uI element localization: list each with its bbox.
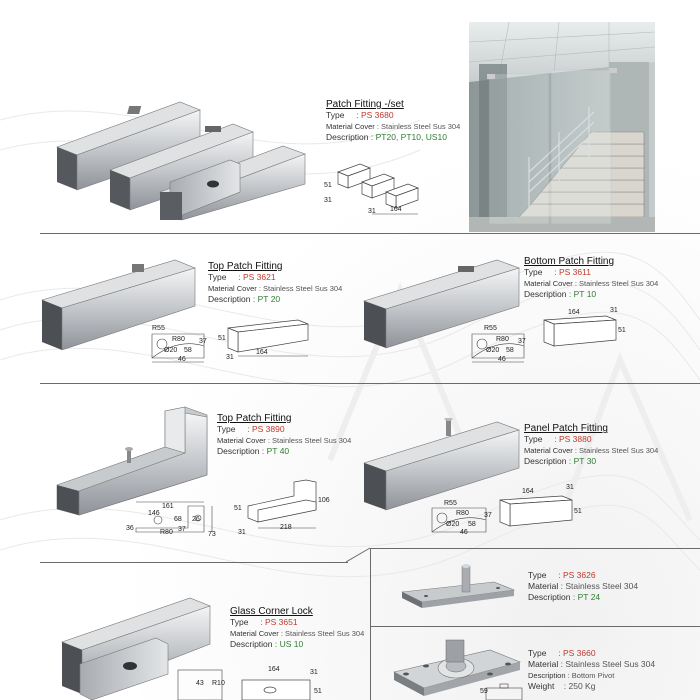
description-value: : PT 20 <box>252 294 281 304</box>
description-label: Description <box>524 456 567 466</box>
type-label: Type <box>208 272 227 282</box>
spec-ps3611 <box>524 256 658 300</box>
material-label: Material Cover <box>217 436 266 445</box>
dim: 46 <box>460 529 468 536</box>
description-label: Description <box>326 132 369 142</box>
type-label: Type <box>217 424 236 434</box>
divider-diagonal <box>346 546 376 566</box>
description-label: Description <box>208 294 251 304</box>
dim: 31 <box>610 307 618 314</box>
dim: R10 <box>212 680 225 687</box>
ps3651-side-drawing <box>236 674 320 700</box>
dim: 37 <box>518 338 526 345</box>
material-value: : Stainless Steel Sus 304 <box>574 446 659 455</box>
type-value: : PS 3611 <box>554 267 591 277</box>
material-value: : Stainless Steel Sus 304 <box>376 122 461 131</box>
spec-ps3890 <box>217 413 351 457</box>
spec-ps3660 <box>528 648 655 692</box>
ps3880-front-drawing <box>428 502 490 538</box>
weight-label: Weight <box>528 681 555 691</box>
dim: 31 <box>226 354 234 361</box>
dim: 106 <box>318 497 330 504</box>
description-label: Description <box>230 639 273 649</box>
dim: 59 <box>480 688 488 695</box>
description-value: : PT 40 <box>261 446 290 456</box>
dim: 58 <box>184 347 192 354</box>
product-title: Bottom Patch Fitting <box>524 256 615 267</box>
dim: 31 <box>566 484 574 491</box>
product-title: Top Patch Fitting <box>217 413 292 424</box>
material-label: Material <box>528 659 559 669</box>
dim: 31 <box>368 208 376 215</box>
dim: 51 <box>618 327 626 334</box>
installation-photo <box>469 22 655 232</box>
description-label: Description <box>217 446 260 456</box>
description-value: : PT 24 <box>572 592 601 602</box>
product-title: Panel Patch Fitting <box>524 423 608 434</box>
divider-vertical <box>370 548 371 700</box>
dim: 37 <box>484 512 492 519</box>
dim: R55 <box>152 325 165 332</box>
dim: 218 <box>280 524 292 531</box>
type-value: : PS 3890 <box>247 424 285 434</box>
dim: 51 <box>218 335 226 342</box>
dim: 37 <box>199 338 207 345</box>
dim: 37 <box>178 526 186 533</box>
description-label: Description <box>528 671 566 680</box>
dim: 146 <box>148 510 160 517</box>
dim: R55 <box>484 325 497 332</box>
type-label: Type <box>528 570 547 580</box>
type-value: : PS 3651 <box>260 617 298 627</box>
dim: 58 <box>468 521 476 528</box>
spec-ps3680 <box>326 99 460 143</box>
material-label: Material Cover <box>524 446 573 455</box>
dim: Ø20 <box>446 521 460 528</box>
type-value: : PS 3680 <box>356 110 394 120</box>
dim: 43 <box>196 680 204 687</box>
material-value: : Stainless Steel 304 <box>560 581 639 591</box>
divider <box>370 548 700 549</box>
ps3880-side-drawing <box>496 492 578 532</box>
material-label: Material Cover <box>230 629 279 638</box>
description-label: Description <box>524 289 567 299</box>
description-value: : PT 10 <box>568 289 597 299</box>
material-label: Material <box>528 581 559 591</box>
type-value: : PS 3621 <box>238 272 276 282</box>
pivot-plate-ps3626-image <box>398 560 522 610</box>
material-value: : Stainless Steel Sus 304 <box>280 629 365 638</box>
description-label: Description <box>528 592 571 602</box>
ps3611-side-drawing <box>540 312 622 352</box>
material-label: Material Cover <box>524 279 573 288</box>
dim: 164 <box>568 309 580 316</box>
patch-fitting-set-drawing <box>330 160 430 220</box>
type-value: : PS 3626 <box>558 570 596 580</box>
dim: 51 <box>574 508 582 515</box>
dim: 31 <box>310 669 318 676</box>
dim: 164 <box>390 206 402 213</box>
product-title: Glass Corner Lock <box>230 606 313 617</box>
dim: 51 <box>324 182 332 189</box>
dim: 164 <box>268 666 280 673</box>
dim: 26 <box>192 516 200 523</box>
material-value: : Stainless Steel Sus 304 <box>560 659 656 669</box>
type-value: : PS 3880 <box>554 434 592 444</box>
dim: 31 <box>238 529 246 536</box>
spec-ps3651 <box>230 606 364 650</box>
dim: 68 <box>174 516 182 523</box>
dim: 46 <box>498 356 506 363</box>
description-value: : PT 30 <box>568 456 597 466</box>
dim: R80 <box>172 336 185 343</box>
dim: R55 <box>444 500 457 507</box>
dim: 161 <box>162 503 174 510</box>
description-value: : PT20, PT10, US10 <box>370 132 447 142</box>
product-title: Patch Fitting -/set <box>326 99 404 110</box>
material-value: : Stainless Steel Sus 304 <box>258 284 343 293</box>
dim: Ø20 <box>164 347 178 354</box>
dim: Ø20 <box>486 347 500 354</box>
spec-ps3626 <box>528 570 638 603</box>
dim: 73 <box>208 531 216 538</box>
divider <box>40 562 348 563</box>
divider <box>40 233 700 234</box>
dim: 164 <box>256 349 268 356</box>
dim: 31 <box>324 197 332 204</box>
dim: 51 <box>314 688 322 695</box>
type-label: Type <box>524 267 543 277</box>
spec-ps3621 <box>208 261 342 305</box>
product-title: Top Patch Fitting <box>208 261 283 272</box>
dim: 51 <box>234 505 242 512</box>
material-value: : Stainless Steel Sus 304 <box>267 436 352 445</box>
material-value: : Stainless Steel Sus 304 <box>574 279 659 288</box>
type-value: : PS 3660 <box>558 648 596 658</box>
type-label: Type <box>524 434 543 444</box>
dim: R80 <box>160 529 173 536</box>
description-value: : Bottom Pivot <box>567 671 615 680</box>
dim: 46 <box>178 356 186 363</box>
type-label: Type <box>326 110 345 120</box>
weight-value: : 250 Kg <box>563 681 596 691</box>
type-label: Type <box>528 648 547 658</box>
divider <box>370 626 700 627</box>
type-label: Type <box>230 617 249 627</box>
description-value: : US 10 <box>274 639 304 649</box>
dim: R80 <box>456 510 469 517</box>
material-label: Material Cover <box>326 122 375 131</box>
dim: 36 <box>126 525 134 532</box>
dim: R80 <box>496 336 509 343</box>
divider <box>40 383 700 384</box>
dim: 58 <box>506 347 514 354</box>
material-label: Material Cover <box>208 284 257 293</box>
spec-ps3880 <box>524 423 658 467</box>
patch-fitting-set-image <box>55 92 315 222</box>
dim: 164 <box>522 488 534 495</box>
